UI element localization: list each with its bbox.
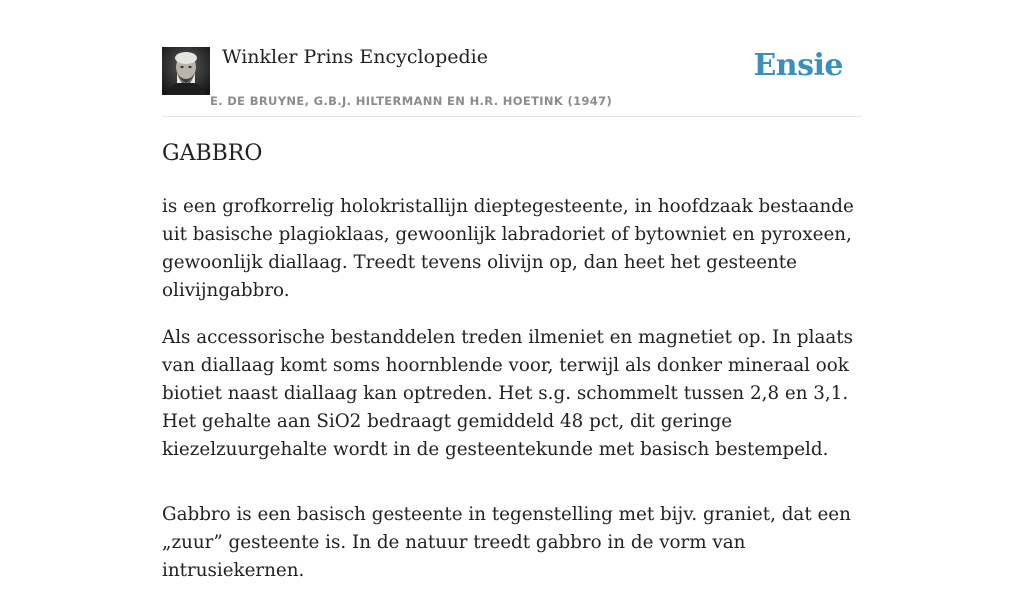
entry-body: [162, 193, 874, 604]
entry-paragraph: is een grofkorrelig holokristallijn dieptegesteente, in hoofdzaak bestaande uit basische plagioklaas, gewoonlijk labradoriet of bytowniet en pyroxeen, gewoonlijk diallaag. Treedt tevens olivijn op, dan heet het gesteente olivijngabbro.: [162, 196, 854, 301]
portrait-icon: [162, 47, 210, 95]
source-title[interactable]: Winkler Prins Encyclopedie: [222, 46, 488, 68]
source-authors: E. DE BRUYNE, G.B.J. HILTERMANN EN H.R. HOETINK (1947): [210, 94, 613, 108]
article-container: [162, 0, 862, 581]
source-header: [162, 0, 862, 117]
author-portrait-avatar[interactable]: [162, 47, 210, 95]
entry-title: GABBRO: [162, 141, 263, 166]
entry-paragraph: Gabbro is een basisch gesteente in tegenstelling met bijv. graniet, dat een „zuur” gesteente is. In de natuur treedt gabbro in de vorm van intrusiekernen.: [162, 504, 851, 581]
entry-paragraph: Als accessorische bestanddelen treden ilmeniet en magnetiet op. In plaats van diallaag komt soms hoornblende voor, terwijl als donker mineraal ook biotiet naast diallaag kan optreden. Het s.g. schommelt tussen 2,8 en 3,1. Het gehalte aan SiO2 bedraagt gemiddeld 48 pct, dit geringe kiezelzuurgehalte wordt in de gesteentekunde met basisch bestempeld.: [162, 327, 853, 460]
ensie-logo[interactable]: Ensie: [753, 48, 843, 83]
